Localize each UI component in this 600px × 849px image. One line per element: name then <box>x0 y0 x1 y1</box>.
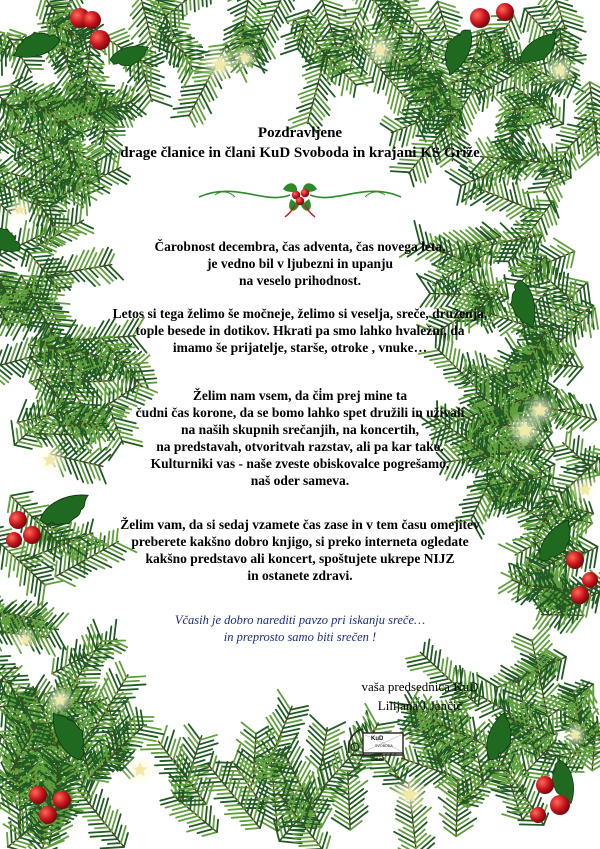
logo-top-text: KuD <box>371 736 384 742</box>
pine-branch <box>437 769 478 837</box>
holly-divider-icon <box>195 175 405 219</box>
berry <box>536 776 554 794</box>
paragraph-line: Kulturniki vas - naše zveste obiskovalce pogrešamo, <box>150 456 450 471</box>
berry <box>90 30 110 50</box>
paragraph-line: na predstavah, otvoritvah razstav, ali pa kar tako. <box>156 439 444 454</box>
berry <box>53 791 71 809</box>
quote-line-2: in preprosto samo biti srečen ! <box>223 630 377 644</box>
berry <box>39 806 57 824</box>
paragraph-1 <box>0 238 600 289</box>
logo-bottom-text: GRIŽE <box>371 757 384 762</box>
greeting <box>0 123 600 163</box>
paragraph-line: Čarobnost decembra, čas adventa, čas novega leta, <box>154 239 446 254</box>
paragraph-line: Želim vam, da si sedaj vzamete čas zase in v tem času omejitev <box>120 517 480 532</box>
paragraph-line: Želim nam vsem, da či̇m prej mine ta <box>192 388 408 403</box>
greeting-line-1: Pozdravljene <box>257 125 343 141</box>
paragraph-4 <box>0 516 600 584</box>
paragraph-2 <box>0 305 600 356</box>
paragraph-line: preberete kakšno dobro knjigo, si preko interneta ogledate <box>131 534 469 549</box>
paragraph-line: na naših skupnih srečanjih, na koncertih, <box>181 422 419 437</box>
signature <box>345 677 495 715</box>
berry <box>29 786 47 804</box>
paragraph-line: je vedno bil v ljubezni in upanju <box>206 256 394 271</box>
berry <box>496 3 514 21</box>
berry <box>550 795 570 815</box>
berry <box>530 807 546 823</box>
logo-side-text: SVOBODA <box>375 744 393 748</box>
paragraph-line: tople besede in dotikov. Hkrati pa smo lahko hvaležni, da <box>135 323 465 338</box>
berry <box>470 8 490 28</box>
paragraph-line: in ostanete zdravi. <box>247 568 353 583</box>
kud-svoboda-logo <box>343 723 411 763</box>
berry <box>83 11 101 29</box>
paragraph-3 <box>0 387 600 489</box>
paragraph-line: naš oder sameva. <box>250 473 350 488</box>
paragraph-line: čudni čas korone, da se bomo lahko spet družili in uživali <box>135 405 465 420</box>
pine-branch <box>533 0 587 43</box>
closing-quote <box>0 612 600 646</box>
paragraph-line: kakšno predstavo ali koncert, spoštujete ukrepe NIJZ <box>145 551 455 566</box>
greeting-line-2: drage članice in člani KuD Svoboda in krajani KS Griže <box>120 145 480 161</box>
berry <box>571 586 589 604</box>
quote-line-1: Včasih je dobro narediti pavzo pri iskanju sreče… <box>174 613 426 627</box>
signature-role: vaša predsednica KuD <box>361 679 479 694</box>
paragraph-line: imamo še prijatelje, starše, otroke , vnuke… <box>172 340 428 355</box>
paragraph-line: Letos si tega želimo še močneje, želimo si veselja, sreče, druženja, <box>112 306 488 321</box>
signature-name: Lilijana J.Jančič <box>377 698 463 713</box>
paragraph-line: na veselo prihodnost. <box>239 273 361 288</box>
